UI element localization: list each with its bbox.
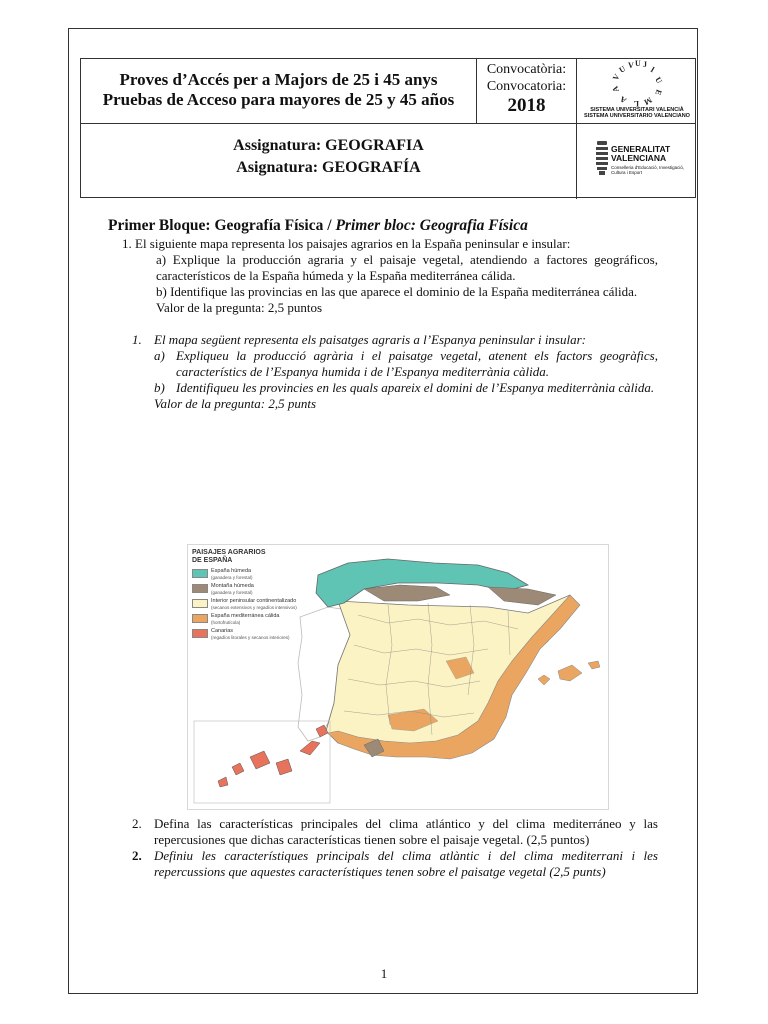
legend-swatch (192, 629, 208, 638)
svg-text:A: A (610, 84, 621, 94)
exam-year: 2018 (507, 95, 546, 116)
legend-item-mediterranean (192, 613, 304, 625)
map-legend (192, 549, 304, 640)
university-seal-icon (577, 59, 697, 109)
question2-spanish (108, 816, 658, 848)
legend-label (211, 583, 254, 595)
humid-mountain-pyrenees (488, 587, 556, 605)
svg-text:U: U (617, 64, 628, 75)
university-name (577, 107, 697, 119)
page-number: 1 (380, 966, 388, 981)
university-name-va: SISTEMA UNIVERSITARI VALENCIÀ (590, 107, 684, 113)
legend-label (211, 598, 297, 610)
question1-part-b-va: Identifiqueu les provincies en les quals apareix el domini de l’Espanya mediterrània càlida. (176, 380, 655, 395)
block-title-valencian: Primer bloc: Geografia Física (335, 217, 528, 234)
subject-cell (81, 123, 577, 199)
legend-label (211, 613, 280, 625)
legend-item-interior (192, 598, 304, 610)
subject-spanish: Asignatura: GEOGRAFÍA (236, 159, 421, 176)
legend-label-text: Montaña húmeda (211, 583, 254, 589)
exam-header (80, 58, 696, 198)
svg-text:L: L (633, 99, 639, 108)
legend-label-sub: (hortofrutícola) (211, 619, 241, 625)
svg-text:A: A (618, 94, 628, 106)
legend-title-line1: PAISAJES AGRARIOS (192, 549, 266, 556)
question1-value-va: Valor de la pregunta: 2,5 punts (154, 396, 317, 411)
title-spanish: Pruebas de Acceso para mayores de 25 y 45 años (102, 90, 455, 109)
svg-text:U: U (653, 75, 664, 86)
question1-value-es: Valor de la pregunta: 2,5 puntos (156, 300, 323, 315)
question1-part-b-label-va: b) (154, 380, 165, 395)
question1-part-a-label-va: a) (154, 348, 165, 363)
legend-label (211, 568, 253, 580)
question1-part-a-va: Expliqueu la producció agrària i el paisatge vegetal, atenent els factors geogràfics, característics de l’Espanya humida i de l’Espanya mediterrània càlida. (176, 348, 658, 379)
question1-number-va: 1. (132, 332, 142, 347)
legend-label-text: España mediterránea cálida (211, 613, 280, 619)
university-name-es: SISTEMA UNIVERSITARIO VALENCIANO (584, 113, 690, 119)
convocatoria-cell (477, 59, 577, 123)
generalitat-emblem-icon (595, 141, 609, 175)
legend-item-canarias (192, 628, 304, 640)
legend-title (192, 549, 304, 565)
question1-intro-es: 1. El siguiente mapa representa los paisajes agrarios en la España peninsular e insular: (122, 236, 571, 251)
balearic-islands-3 (588, 661, 600, 669)
legend-label-sub: (ganadera y forestal) (211, 574, 253, 580)
legend-label-sub: (ganadera y forestal) (211, 589, 253, 595)
university-logo (577, 59, 697, 123)
subject-valencian: Assignatura: GEOGRAFIA (233, 137, 424, 154)
conselleria-name: Conselleria d'Educació, Investigació, Cultura i Esport (611, 165, 685, 175)
convocatoria-label-es: Convocatoria: (486, 79, 567, 94)
svg-text:E: E (653, 88, 664, 97)
question1-valencian (108, 332, 658, 412)
legend-swatch (192, 569, 208, 578)
legend-label-sub: (regadíos litorales y secanos interiores) (211, 634, 290, 640)
block-title-spanish: Primer Bloque: Geografía Física / (108, 217, 336, 234)
legend-item-humid-spain (192, 568, 304, 580)
question2-valencian (108, 848, 658, 880)
legend-swatch (192, 599, 208, 608)
legend-label-text: Canarias (211, 628, 234, 634)
interior-continental-area (326, 595, 574, 753)
question1-intro-va: El mapa següent representa els paisatges agraris a l’Espanya peninsular i insular: (154, 332, 586, 347)
generalitat-line1: GENERALITAT (611, 144, 671, 154)
generalitat-logo (577, 123, 697, 199)
generalitat-line2: VALENCIANA (611, 153, 667, 163)
svg-text:J: J (643, 60, 647, 69)
agrarian-landscapes-map (187, 544, 609, 810)
question2-number-es: 2. (132, 816, 142, 831)
svg-text:M: M (642, 95, 654, 107)
block-title (108, 216, 658, 236)
svg-text:U: U (635, 59, 641, 68)
question1-part-a-es: a) Explique la producción agraria y el paisaje vegetal, atendiendo a factores geográficos, característicos de la España húmeda y la España mediterránea cálida. (156, 252, 658, 283)
balearic-islands-2 (558, 665, 582, 681)
svg-text:I: I (649, 64, 657, 75)
question2-section (108, 816, 658, 880)
convocatoria-label-va: Convocatòria: (486, 62, 567, 77)
question1-part-b-es: b) Identifique las provincias en las que aparece el dominio de la España mediterránea cálida. (156, 284, 638, 299)
question2-text-es: Defina las características principales del clima atlántico y del clima mediterráneo y las repercusiones que dichas características tienen sobre el paisaje vegetal. (2,5 puntos) (154, 816, 658, 847)
question2-number-va: 2. (132, 848, 142, 863)
exam-title (81, 59, 477, 123)
legend-swatch (192, 614, 208, 623)
exam-content (108, 216, 658, 412)
legend-item-humid-mountain (192, 583, 304, 595)
legend-label (211, 628, 290, 640)
legend-title-line2: DE ESPAÑA (192, 557, 233, 564)
svg-text:V: V (628, 61, 634, 70)
legend-label-sub: (secanos extensivos y regadíos intensivos) (211, 604, 297, 610)
humid-mountain-cantabrian (364, 585, 450, 601)
legend-label-text: España húmeda (211, 568, 252, 574)
legend-label-text: Interior peninsular continentalizado (211, 598, 297, 604)
generalitat-name (611, 145, 670, 163)
question2-text-va: Definiu les característiques principals del clima atlàntic i del clima mediterrani i les repercussions que aquestes característiques tenen sobre el paisatge vegetal (2,5 punts) (154, 848, 658, 879)
balearic-islands-1 (538, 675, 550, 685)
legend-swatch (192, 584, 208, 593)
svg-text:V: V (610, 72, 622, 82)
title-valencian: Proves d’Accés per a Majors de 25 i 45 anys (119, 70, 438, 89)
